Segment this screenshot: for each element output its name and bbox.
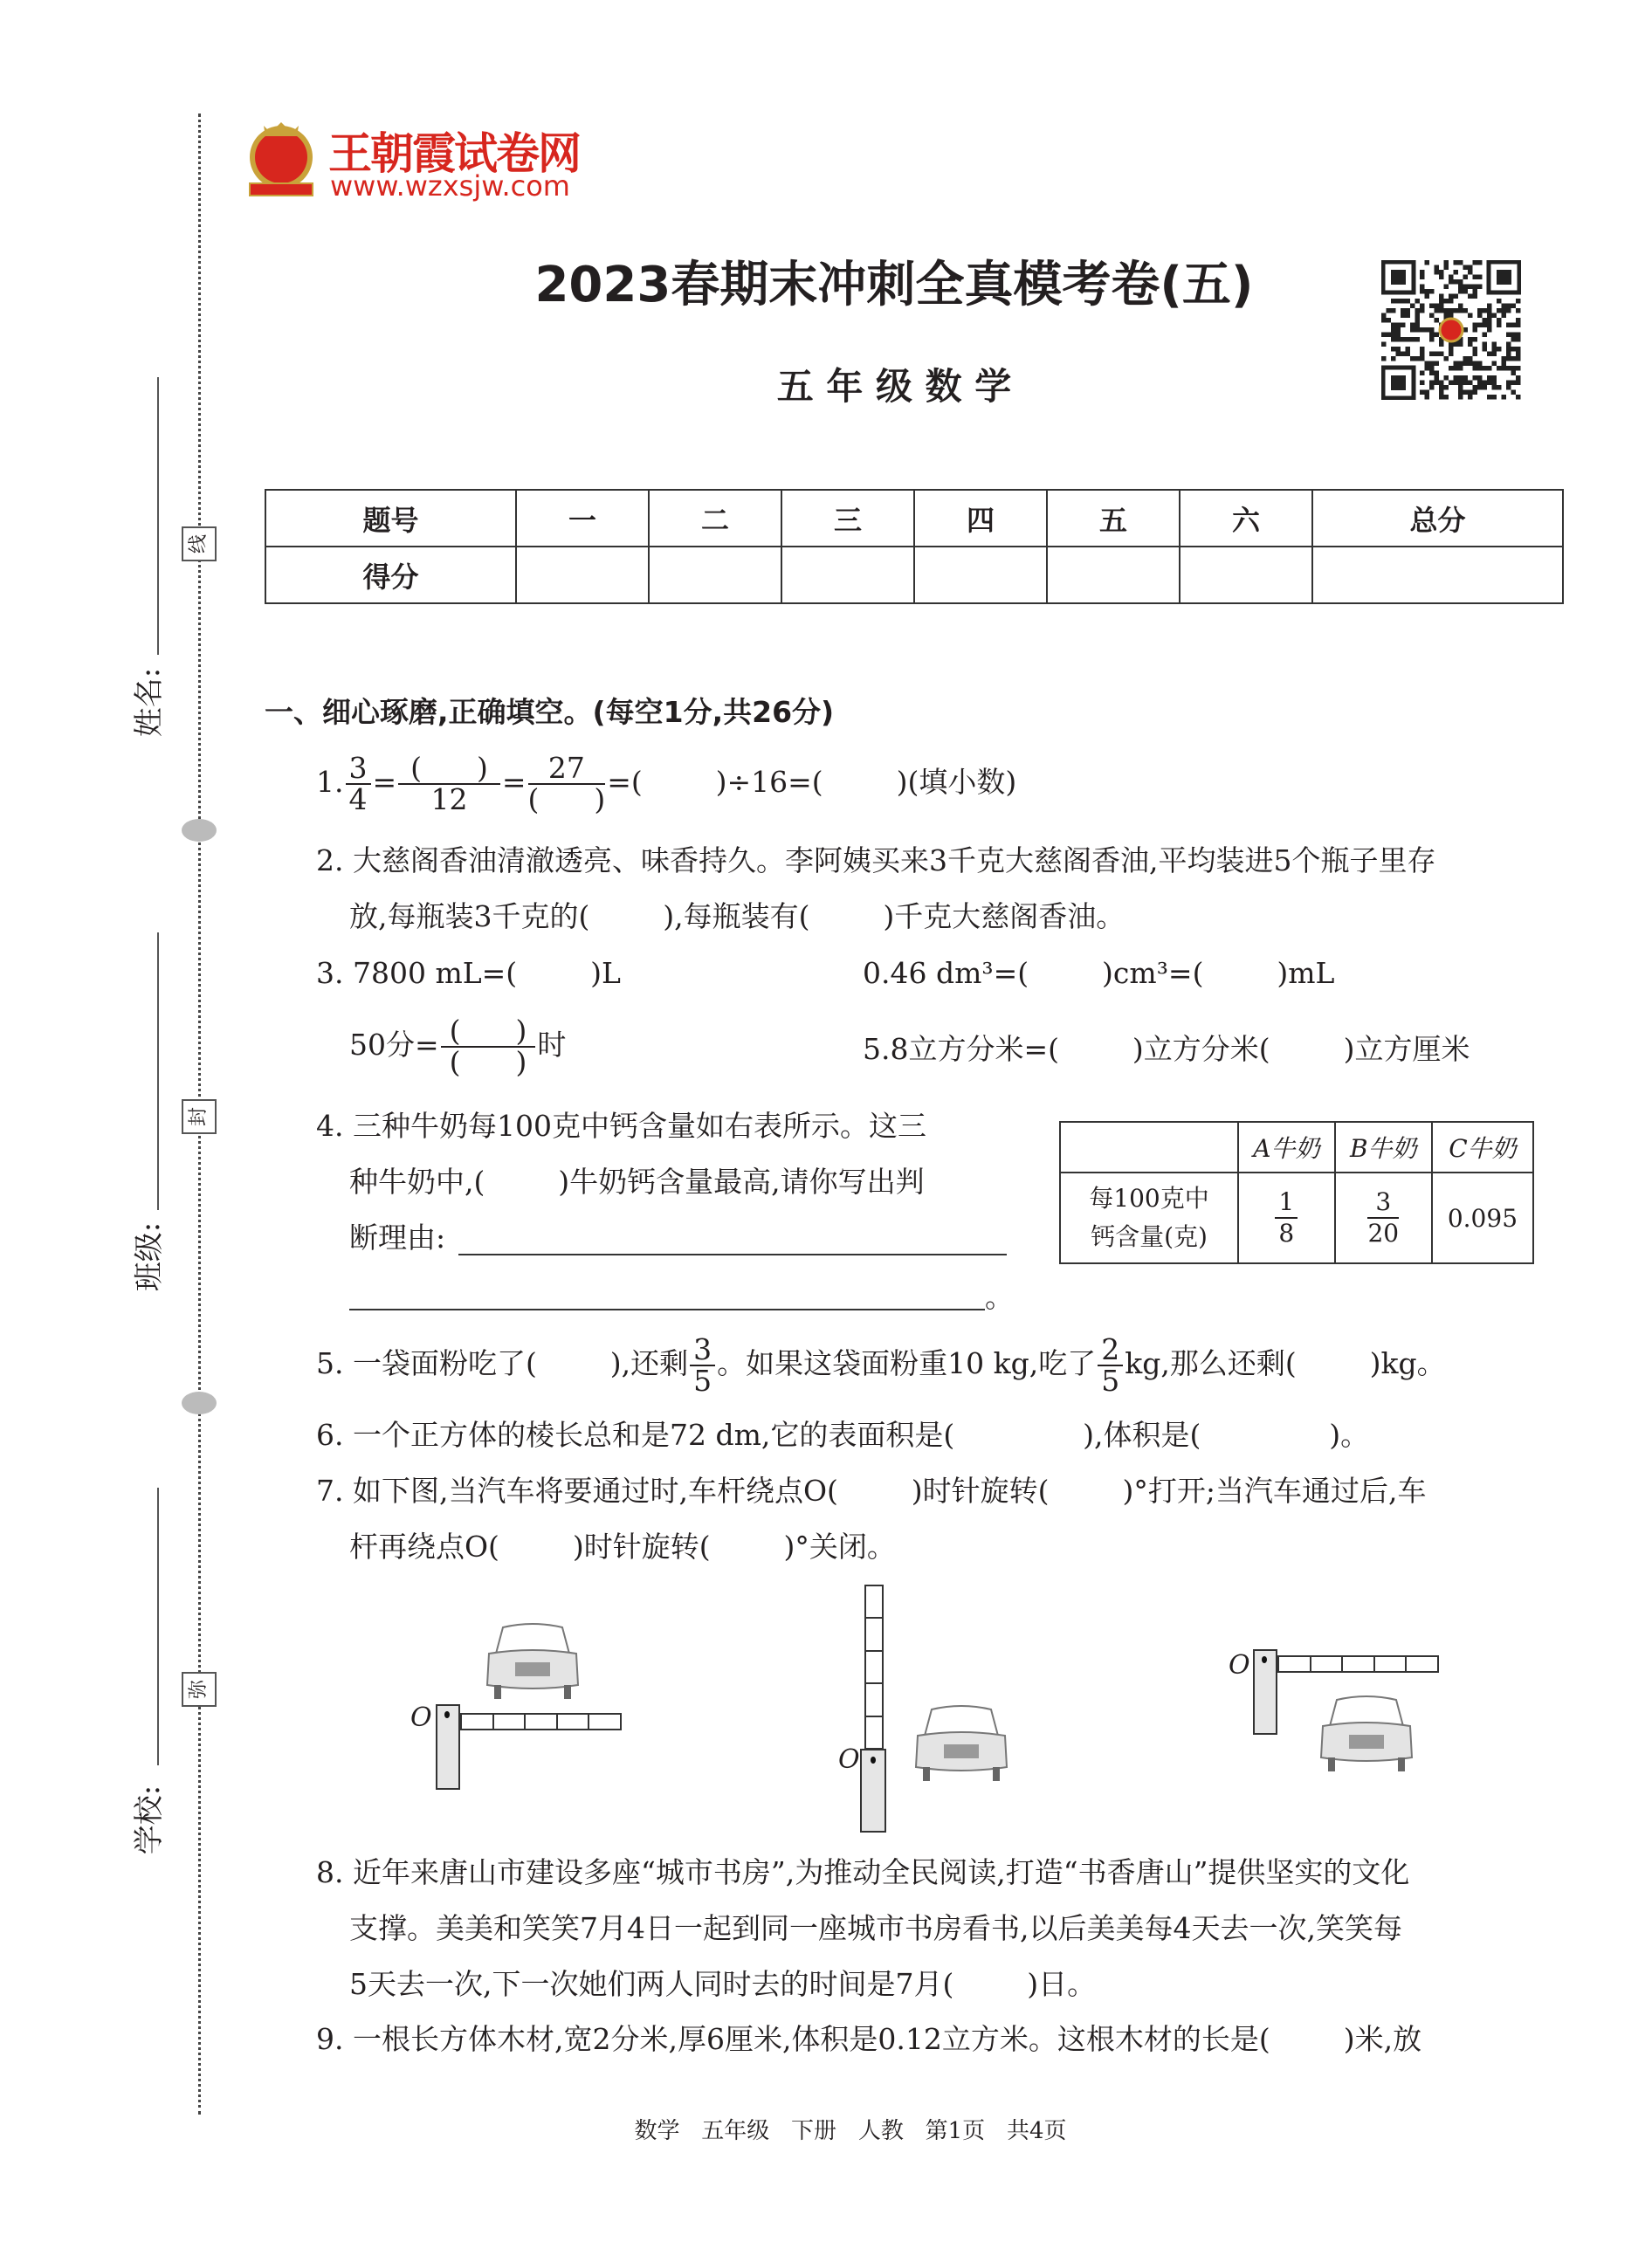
pivot-dot xyxy=(1262,1656,1267,1663)
school-label: 学校: xyxy=(132,1785,168,1855)
reason-answer-line-2[interactable] xyxy=(349,1309,985,1310)
score-row-label: 得分 xyxy=(265,547,516,603)
milk-header: A牛奶 xyxy=(1238,1122,1335,1173)
q3c-prefix: 50分= xyxy=(349,1028,439,1062)
question-7-line-1: 7. 如下图,当汽车将要通过时,车杆绕点O( )时针旋转( )°打开;当汽车通过后,车 xyxy=(316,1474,1427,1508)
question-8-line-2: 支撑。美美和笑笑7月4日一起到同一座城市书房看书,以后美美每4天去一次,笑笑每 xyxy=(349,1911,1402,1945)
q1-number: 1. xyxy=(316,765,344,799)
score-cell[interactable] xyxy=(1312,547,1563,603)
car-icon xyxy=(484,1622,582,1704)
question-3a: 3. 7800 mL=( )L xyxy=(316,956,621,990)
page-footer: 数学 五年级 下册 人教 第1页 共4页 xyxy=(634,2118,1067,2144)
seal-char-mi: 弥 xyxy=(182,1672,217,1707)
fraction-blank[interactable]: $\frac{27}{( )}$ xyxy=(527,751,606,816)
score-cell[interactable] xyxy=(781,547,914,603)
milk-b-value: $\frac{3}{20}$ xyxy=(1335,1173,1432,1263)
point-o-label: O xyxy=(410,1702,432,1733)
question-9: 9. 一根长方体木材,宽2分米,厚6厘米,体积是0.12立方米。这根木材的长是( )米,放 xyxy=(316,2022,1422,2056)
car-icon xyxy=(912,1704,1010,1786)
milk-a-value: $\frac{1}{8}$ xyxy=(1238,1173,1335,1263)
name-field-line[interactable] xyxy=(157,377,159,655)
q5-prefix: 5. 一袋面粉吃了( ),还剩 xyxy=(316,1346,689,1380)
question-4-line-2: 种牛奶中,( )牛奶钙含量最高,请你写出判 xyxy=(349,1165,925,1199)
fraction-blank[interactable]: $\frac{( )}{( )}$ xyxy=(441,1016,536,1077)
score-cell[interactable] xyxy=(649,547,781,603)
fraction: $\frac{2}{5}$ xyxy=(1098,1335,1123,1396)
q3c-suffix: 时 xyxy=(537,1028,567,1062)
milk-header-empty xyxy=(1060,1122,1238,1173)
q5-suffix: kg,那么还剩( )kg。 xyxy=(1125,1346,1446,1380)
question-3b: 0.46 dm³=( )cm³=( )mL xyxy=(863,956,1335,990)
header-cell: 三 xyxy=(781,490,914,547)
seal-char-xian: 线 xyxy=(182,526,217,561)
section-1-heading: 一、细心琢磨,正确填空。(每空1分,共26分) xyxy=(265,695,835,729)
question-4-line-1: 4. 三种牛奶每100克中钙含量如右表所示。这三 xyxy=(316,1109,926,1143)
header-cell: 二 xyxy=(649,490,781,547)
milk-row-label: 每100克中 钙含量(克) xyxy=(1060,1173,1238,1263)
header-cell: 一 xyxy=(516,490,649,547)
question-6: 6. 一个正方体的棱长总和是72 dm,它的表面积是( ),体积是( )。 xyxy=(316,1418,1370,1452)
school-field-line[interactable] xyxy=(157,1488,159,1765)
page-title: 2023春期末冲刺全真模考卷(五) xyxy=(534,257,1254,313)
question-8-line-1: 8. 近年来唐山市建设多座“城市书房”,为推动全民阅读,打造“书香唐山”提供坚实的文化 xyxy=(316,1855,1410,1889)
page-subtitle: 五 年 级 数 学 xyxy=(776,365,1012,408)
pivot-dot xyxy=(871,1757,876,1764)
logo-url: www.wzxsjw.com xyxy=(330,169,570,203)
fraction-blank[interactable]: $\frac{( )}{12}$ xyxy=(398,753,500,815)
header-cell: 题号 xyxy=(265,490,516,547)
score-cell[interactable] xyxy=(1047,547,1180,603)
score-row xyxy=(265,547,1563,603)
equals-sign: = xyxy=(372,765,397,799)
ornament-icon xyxy=(182,819,217,842)
barrier-arm xyxy=(864,1585,884,1750)
fraction: $\frac{3}{5}$ xyxy=(690,1335,715,1396)
header-cell: 四 xyxy=(914,490,1047,547)
qr-code[interactable] xyxy=(1381,260,1521,400)
milk-c-value: 0.095 xyxy=(1432,1173,1533,1263)
question-4-end: 。 xyxy=(985,1280,1014,1314)
point-o-label: O xyxy=(1229,1650,1250,1681)
equals-sign: = xyxy=(501,765,527,799)
ornament-icon xyxy=(182,1392,217,1414)
seal-char-feng: 封 xyxy=(182,1099,217,1134)
score-table xyxy=(265,489,1564,604)
q5-middle: 。如果这袋面粉重10 kg,吃了 xyxy=(717,1346,1097,1380)
question-1 xyxy=(316,747,1016,817)
barrier-arm xyxy=(1277,1655,1439,1673)
name-label: 姓名: xyxy=(132,667,168,738)
header-cell: 五 xyxy=(1047,490,1180,547)
question-3c xyxy=(349,1014,566,1077)
question-4-line-3: 断理由: xyxy=(349,1221,446,1255)
fraction: $\frac{3}{4}$ xyxy=(346,753,371,815)
header-cell: 总分 xyxy=(1312,490,1563,547)
question-2-line-1: 2. 大慈阁香油清澈透亮、味香持久。李阿姨买来3千克大慈阁香油,平均装进5个瓶子里存 xyxy=(316,843,1436,877)
question-2-line-2: 放,每瓶装3千克的( ),每瓶装有( )千克大慈阁香油。 xyxy=(349,899,1125,933)
score-table-header-row xyxy=(265,490,1563,547)
milk-header: B牛奶 xyxy=(1335,1122,1432,1173)
logo-emblem xyxy=(246,119,316,199)
class-field-line[interactable] xyxy=(157,932,159,1210)
question-3d: 5.8立方分米=( )立方分米( )立方厘米 xyxy=(863,1032,1470,1066)
barrier-arm xyxy=(460,1713,622,1730)
logo-name: 王朝霞试卷网 xyxy=(328,128,580,179)
question-7-line-2: 杆再绕点O( )时针旋转( )°关闭。 xyxy=(349,1530,896,1564)
milk-header: C牛奶 xyxy=(1432,1122,1533,1173)
reason-answer-line-1[interactable] xyxy=(458,1254,1007,1255)
point-o-label: O xyxy=(838,1744,860,1775)
car-icon xyxy=(1318,1695,1415,1777)
score-cell[interactable] xyxy=(1180,547,1312,603)
score-cell[interactable] xyxy=(516,547,649,603)
milk-calcium-table xyxy=(1059,1121,1534,1264)
score-cell[interactable] xyxy=(914,547,1047,603)
header-cell: 六 xyxy=(1180,490,1312,547)
pivot-dot xyxy=(444,1711,450,1718)
class-label: 班级: xyxy=(132,1221,168,1292)
question-5 xyxy=(316,1331,1446,1397)
q1-rest: =( )÷16=( )(填小数) xyxy=(607,765,1017,799)
question-8-line-3: 5天去一次,下一次她们两人同时去的时间是7月( )日。 xyxy=(349,1967,1097,2001)
